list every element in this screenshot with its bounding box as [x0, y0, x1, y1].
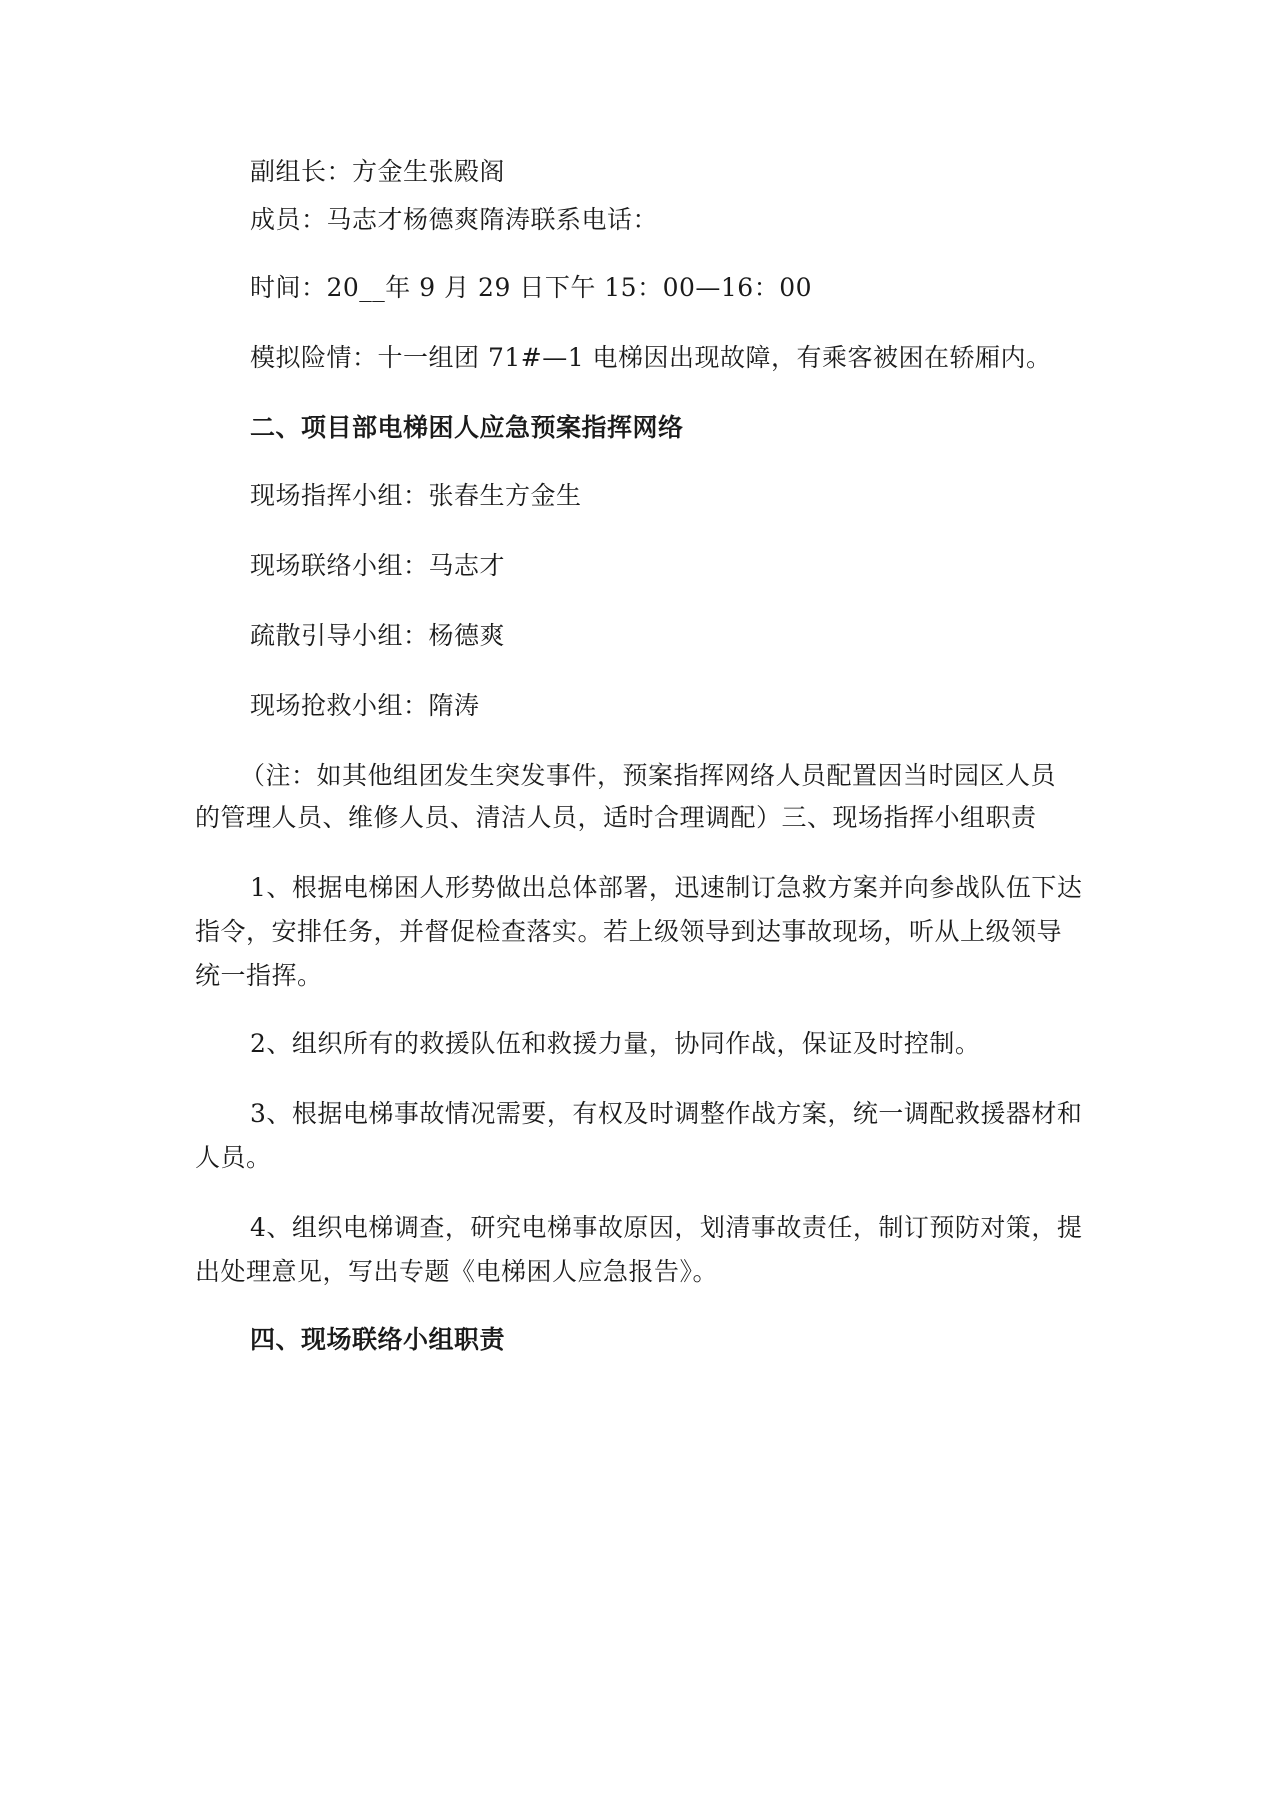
command-group-line: 现场指挥小组：张春生方金生 [250, 481, 582, 510]
duty-3-line: 人员。 [195, 1143, 272, 1172]
evacuation-group-line: 疏散引导小组：杨德爽 [250, 621, 506, 650]
time-line: 时间：20__年 9 月 29 日下午 15：00—16：00 [250, 273, 813, 302]
duty-4-line: 出处理意见，写出专题《电梯困人应急报告》。 [195, 1257, 719, 1286]
liaison-group-line: 现场联络小组：马志才 [250, 551, 506, 580]
section-2-heading: 二、项目部电梯困人应急预案指挥网络 [250, 413, 684, 442]
section-4-heading: 四、现场联络小组职责 [250, 1325, 506, 1354]
duty-4-line: 4、组织电梯调查，研究电梯事故原因，划清事故责任，制订预防对策，提 [250, 1213, 1083, 1242]
duty-1-line: 指令，安排任务，并督促检查落实。若上级领导到达事故现场，听从上级领导 [195, 917, 1063, 946]
duty-1-line: 1、根据电梯困人形势做出总体部署，迅速制订急救方案并向参战队伍下达 [250, 873, 1083, 902]
members-line: 成员：马志才杨德爽隋涛联系电话： [250, 205, 659, 234]
duty-1-line: 统一指挥。 [195, 961, 323, 990]
vice-leader-line: 副组长：方金生张殿阁 [250, 157, 506, 186]
scenario-line: 模拟险情：十一组团 71#—1 电梯因出现故障，有乘客被困在轿厢内。 [250, 343, 1052, 372]
duty-3-line: 3、根据电梯事故情况需要，有权及时调整作战方案，统一调配救援器材和 [250, 1099, 1083, 1128]
note-line: 的管理人员、维修人员、清洁人员，适时合理调配）三、现场指挥小组职责 [195, 803, 1037, 832]
note-line: （注：如其他组团发生突发事件，预案指挥网络人员配置因当时园区人员 [240, 761, 1057, 790]
duty-2-line: 2、组织所有的救援队伍和救援力量，协同作战，保证及时控制。 [250, 1029, 981, 1058]
rescue-group-line: 现场抢救小组：隋涛 [250, 691, 480, 720]
